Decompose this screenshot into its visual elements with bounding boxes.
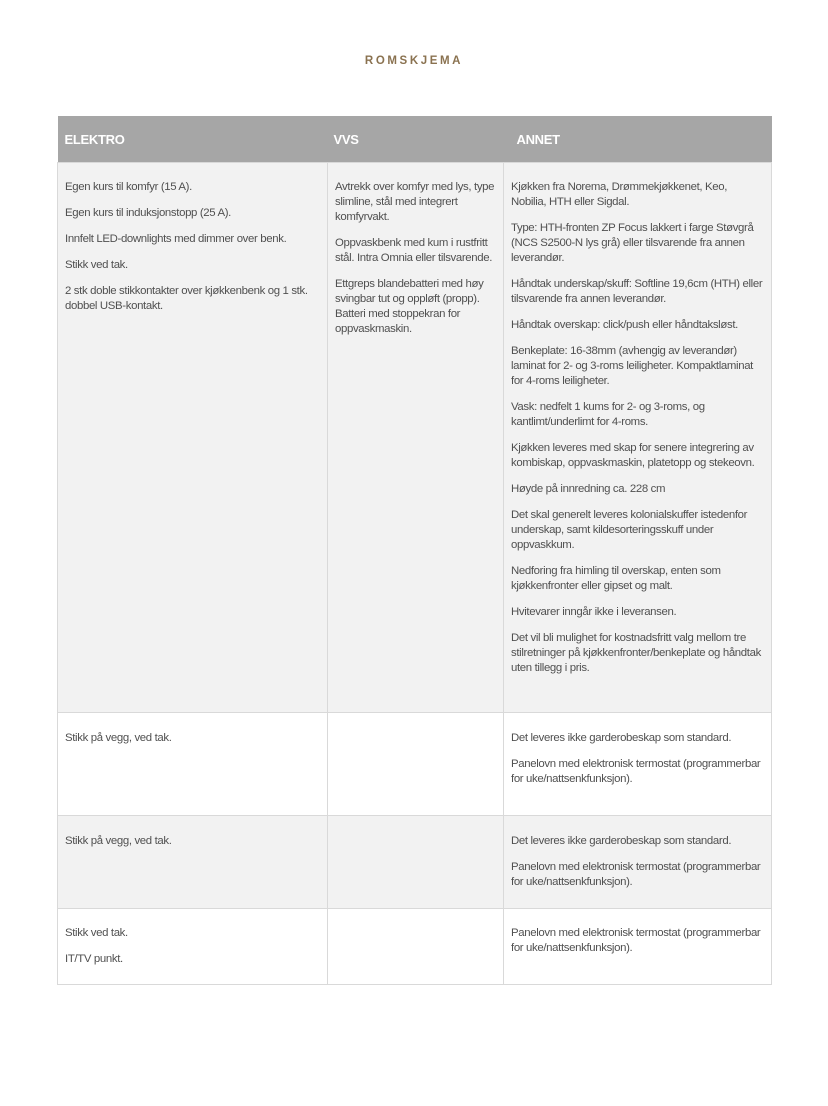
cell-paragraph: Stikk på vegg, ved tak.	[65, 732, 172, 744]
cell-paragraph: Stikk ved tak.	[65, 259, 128, 271]
cell-annet	[504, 713, 772, 816]
header-annet: ANNET	[504, 116, 772, 163]
cell-paragraph: Stikk på vegg, ved tak.	[65, 835, 172, 847]
cell-paragraph: Ettgreps blandebatteri med høy svingbar tut og oppløft (propp). Batteri med stoppekran for oppvaskmaskin.	[335, 278, 484, 335]
cell-elektro	[58, 909, 328, 985]
cell-paragraph: IT/TV punkt.	[65, 953, 123, 965]
cell-paragraph: Kjøkken leveres med skap for senere integrering av kombiskap, oppvaskmaskin, platetopp og stekeovn.	[511, 442, 755, 469]
cell-paragraph: Håndtak overskap: click/push eller håndtaksløst.	[511, 319, 738, 331]
cell-vvs	[328, 163, 504, 713]
table-row	[58, 816, 772, 909]
cell-elektro	[58, 163, 328, 713]
cell-paragraph: Nedforing fra himling til overskap, enten som kjøkkenfronter eller gipset og malt.	[511, 565, 721, 592]
cell-paragraph: Panelovn med elektronisk termostat (programmerbar for uke/nattsenkfunksjon).	[511, 927, 761, 954]
cell-paragraph: Egen kurs til komfyr (15 A).	[65, 181, 192, 193]
cell-paragraph: Type: HTH-fronten ZP Focus lakkert i farge Støvgrå (NCS S2500-N lys grå) eller tilsvarende fra annen leverandør.	[511, 222, 754, 264]
cell-paragraph: Avtrekk over komfyr med lys, type slimline, stål med integrert komfyrvakt.	[335, 181, 495, 223]
cell-paragraph: Innfelt LED-downlights med dimmer over benk.	[65, 233, 287, 245]
cell-paragraph: Hvitevarer inngår ikke i leveransen.	[511, 606, 677, 618]
cell-paragraph: Panelovn med elektronisk termostat (programmerbar for uke/nattsenkfunksjon).	[511, 861, 761, 888]
cell-paragraph: Høyde på innredning ca. 228 cm	[511, 483, 666, 495]
cell-paragraph: Det leveres ikke garderobeskap som standard.	[511, 732, 732, 744]
table-row	[58, 909, 772, 985]
cell-paragraph: Benkeplate: 16-38mm (avhengig av leverandør) laminat for 2- og 3-roms leiligheter. Kompaktlaminat for 4-roms leiligheter.	[511, 345, 753, 387]
cell-vvs	[328, 713, 504, 816]
cell-elektro	[58, 713, 328, 816]
cell-elektro	[58, 816, 328, 909]
room-schedule-table	[57, 116, 772, 985]
cell-vvs	[328, 909, 504, 985]
header-vvs: VVS	[328, 116, 504, 163]
cell-paragraph: Egen kurs til induksjonstopp (25 A).	[65, 207, 231, 219]
cell-paragraph: Håndtak underskap/skuff: Softline 19,6cm (HTH) eller tilsvarende fra annen leverandør.	[511, 278, 763, 305]
table-row	[58, 163, 772, 713]
cell-paragraph: Vask: nedfelt 1 kums for 2- og 3-roms, og kantlimt/underlimt for 4-roms.	[511, 401, 705, 428]
cell-vvs	[328, 816, 504, 909]
cell-paragraph: Stikk ved tak.	[65, 927, 128, 939]
table-row	[58, 713, 772, 816]
cell-paragraph: Det leveres ikke garderobeskap som standard.	[511, 835, 732, 847]
cell-paragraph: 2 stk doble stikkontakter over kjøkkenbenk og 1 stk. dobbel USB-kontakt.	[65, 285, 308, 312]
header-elektro: ELEKTRO	[58, 116, 328, 163]
cell-paragraph: Oppvaskbenk med kum i rustfritt stål. Intra Omnia eller tilsvarende.	[335, 237, 493, 264]
cell-paragraph: Kjøkken fra Norema, Drømmekjøkkenet, Keo, Nobilia, HTH eller Sigdal.	[511, 181, 728, 208]
cell-paragraph: Det skal generelt leveres kolonialskuffer istedenfor underskap, samt kildesorteringsskuff under oppvaskkum.	[511, 509, 748, 551]
cell-annet	[504, 163, 772, 713]
cell-paragraph: Det vil bli mulighet for kostnadsfritt valg mellom tre stilretninger på kjøkkenfronter/benkeplate og håndtak uten tillegg i pris.	[511, 632, 761, 674]
cell-annet	[504, 816, 772, 909]
table-header-row	[58, 116, 772, 163]
cell-paragraph: Panelovn med elektronisk termostat (programmerbar for uke/nattsenkfunksjon).	[511, 758, 761, 785]
page-title: ROMSKJEMA	[364, 55, 464, 67]
cell-annet	[504, 909, 772, 985]
